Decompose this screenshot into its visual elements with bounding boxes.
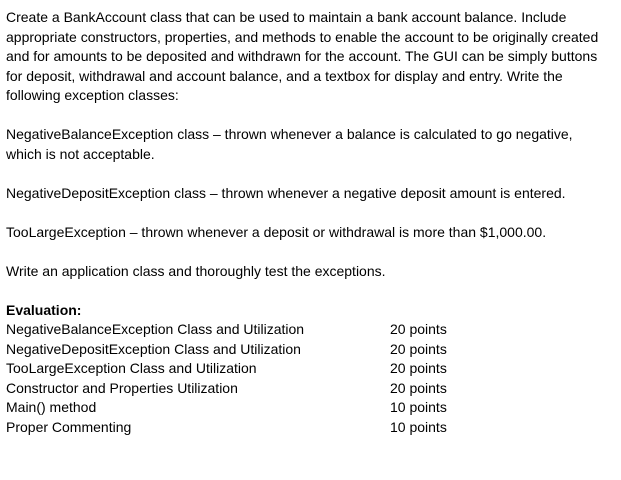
evaluation-item-points: 20 points (390, 340, 447, 357)
evaluation-item-label: Main() method (6, 399, 97, 415)
application-paragraph: Write an application class and thoroughly test the exceptions. (6, 262, 386, 279)
intro-paragraph: Create a BankAccount class that can be used to maintain a bank account balance. Include appropriate constructors, properties, and methods to enable the account to be originally created and for amounts to be deposited and withdrawn for the account. The GUI can be simply buttons for deposit, withdrawal and account balance, and a textbox for display and entry. Write the following exception classes: (6, 9, 599, 103)
evaluation-item-points: 20 points (390, 321, 447, 337)
evaluation-section (6, 301, 606, 438)
paragraph-spacer (6, 203, 606, 223)
evaluation-row (6, 340, 606, 360)
evaluation-item-label: Constructor and Properties Utilization (6, 379, 238, 396)
too-large-exception-paragraph: TooLargeException – thrown whenever a deposit or withdrawal is more than $1,000.00. (6, 223, 547, 240)
evaluation-item-label: TooLargeException Class and Utilization (6, 360, 257, 376)
evaluation-item-points: 20 points (390, 360, 447, 376)
paragraph-spacer (6, 164, 606, 184)
evaluation-item-points: 20 points (390, 379, 447, 396)
evaluation-row (6, 320, 606, 340)
evaluation-item-label: NegativeDepositException Class and Utilization (6, 340, 301, 357)
evaluation-item-label: NegativeBalanceException Class and Utilization (6, 321, 305, 337)
evaluation-row (6, 398, 606, 418)
assignment-document (6, 8, 606, 437)
paragraph-spacer (6, 242, 606, 262)
evaluation-item-points: 10 points (390, 399, 447, 415)
evaluation-heading: Evaluation: (6, 301, 82, 318)
paragraph-spacer (6, 281, 606, 301)
negative-balance-exception-paragraph: NegativeBalanceException class – thrown whenever a balance is calculated to go negative, which is not acceptable. (6, 126, 573, 162)
evaluation-row (6, 418, 606, 438)
paragraph-spacer (6, 106, 606, 126)
evaluation-row (6, 359, 606, 379)
negative-deposit-exception-paragraph: NegativeDepositException class – thrown whenever a negative deposit amount is entered. (6, 184, 566, 201)
evaluation-item-points: 10 points (390, 418, 447, 435)
evaluation-row (6, 379, 606, 399)
evaluation-item-label: Proper Commenting (6, 418, 132, 435)
